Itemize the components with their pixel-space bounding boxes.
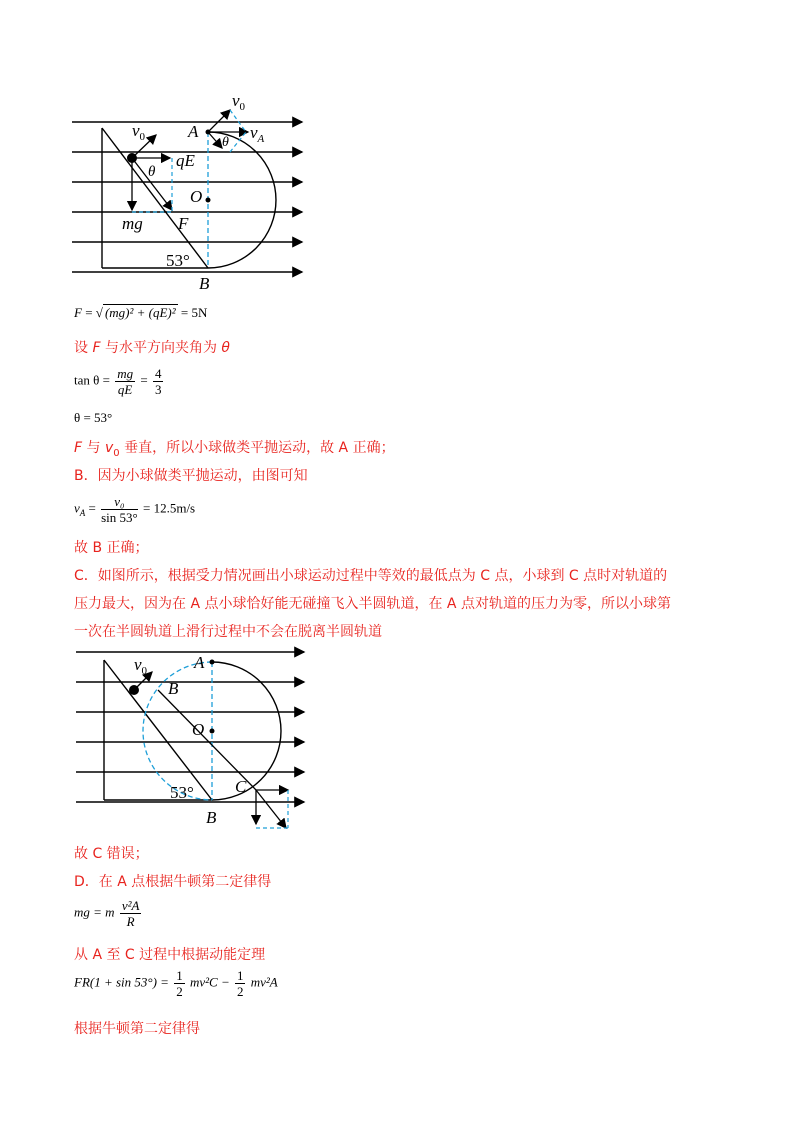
- text-line-2: F 与 $v_0$ 垂直，所以小球做类平抛运动，故 A 正确；: [74, 440, 395, 459]
- f-label: F: [178, 214, 189, 233]
- theta-label: θ: [148, 164, 156, 180]
- text-line-8: 根据牛顿第二定律得: [74, 1021, 200, 1037]
- angle-53-label: 53°: [166, 251, 190, 270]
- text-line-1: 设 F 与水平方向夹角为 θ: [74, 340, 230, 356]
- point-b-label: B: [199, 274, 210, 293]
- figure-2: [60, 640, 320, 835]
- equation-force: F = √ (mg)² + (qE)² = 5N: [74, 305, 208, 320]
- theta-a-label: θ: [222, 135, 229, 150]
- text-line-3: B．因为小球做类平抛运动，由图可知: [74, 468, 308, 484]
- qe-label: qE: [176, 151, 195, 170]
- point-o-label: O: [190, 187, 203, 206]
- fig2-point-b: B: [206, 808, 217, 827]
- para-c-line-3: 一次在半圆轨道上滑行过程中不会在脱离半圆轨道: [74, 624, 382, 640]
- fig2-point-c: C: [235, 777, 247, 796]
- fig2-point-a: A: [194, 653, 205, 672]
- field-lines: [72, 122, 302, 272]
- fig2-point-b-inner: B: [168, 679, 179, 698]
- equation-energy: FR(1 + sin 53°) = $\frac{1}{2}$ mv²C − $\frac{1}{2}$ mv²A: [74, 968, 278, 999]
- para-c-line-1: C．如图所示，根据受力情况画出小球运动过程中等效的最低点为 C 点，小球到 C 点时对轨道的: [74, 568, 668, 584]
- text-line-6: D．在 A 点根据牛顿第二定律得: [74, 874, 272, 890]
- text-line-7: 从 A 至 C 过程中根据动能定理: [74, 947, 266, 963]
- fig2-v0-label: $v_0$: [134, 655, 148, 677]
- mg-label: mg: [122, 214, 143, 233]
- point-a-label: A: [188, 122, 199, 141]
- equation-tan: tan θ = $\frac{mg}{qE}$ = $\frac{4}{3}$: [74, 366, 162, 397]
- center-o: [206, 198, 211, 203]
- equation-va: $v_A$ = $\frac{\text{v₀}}{\sin 53^\circ}$ = 12.5m/s: [74, 494, 196, 525]
- text-line-4: 故 B 正确；: [74, 540, 149, 556]
- equation-mg: mg = m $\frac{\text{v²A}}{R}$: [74, 898, 140, 929]
- va-label: $v_A$: [250, 123, 265, 145]
- figure-1: [60, 88, 320, 298]
- fig2-point-o: O: [192, 720, 205, 739]
- para-c-line-2: 压力最大，因为在 A 点小球恰好能无碰撞飞入半圆轨道，在 A 点对轨道的压力为零，所以小球第: [74, 596, 671, 612]
- v0-left-label: $v_0$: [132, 121, 146, 143]
- equation-theta: θ = 53°: [74, 410, 113, 425]
- text-line-5: 故 C 错误；: [74, 846, 149, 862]
- v0-top-label: $v_0$: [232, 91, 246, 113]
- fig2-angle-53: 53°: [170, 783, 194, 802]
